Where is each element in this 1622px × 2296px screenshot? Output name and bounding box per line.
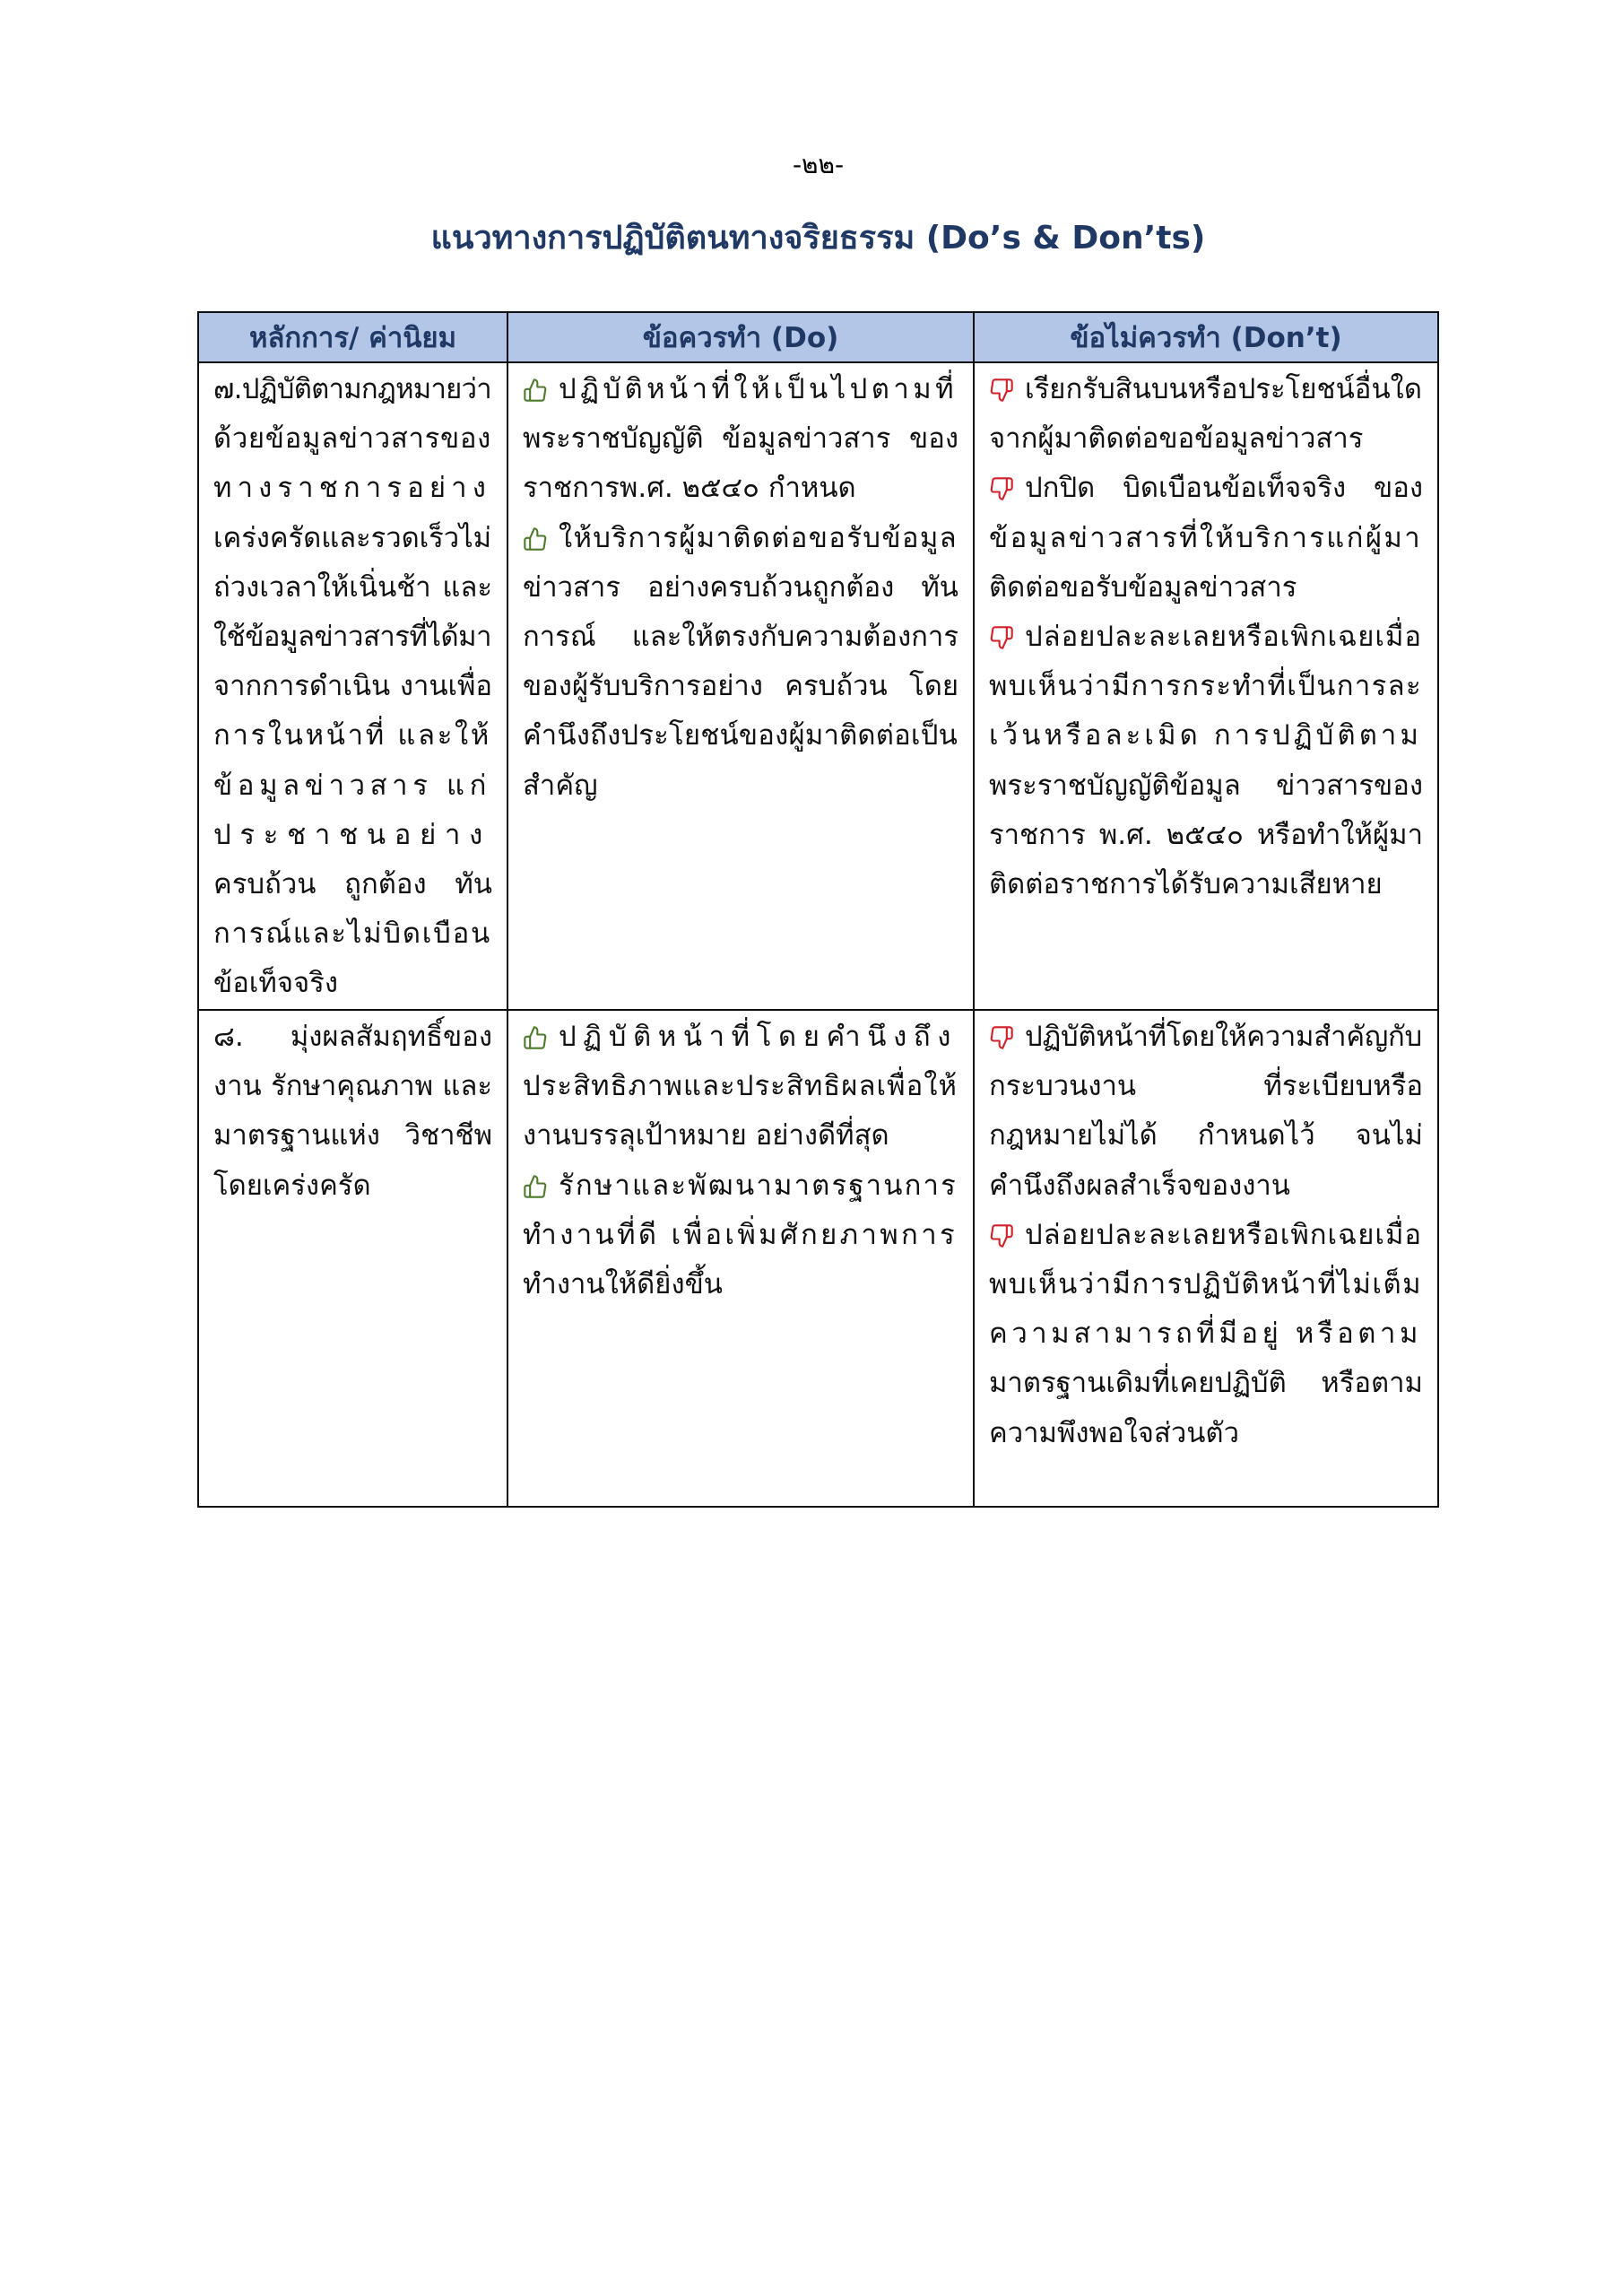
dont-line: พระราชบัญญัติข้อมูล ข่าวสารของ bbox=[989, 769, 1423, 802]
do-line-text: ปฏิบัติหน้าที่โดยคำนึงถึง bbox=[559, 1021, 958, 1053]
principle-line: มาตรฐานแห่ง วิชาชีพ bbox=[213, 1119, 492, 1152]
header-dont: ข้อไม่ควรทำ (Don’t) bbox=[975, 313, 1439, 363]
do-line: คำนึงถึงประโยชน์ของผู้มาติดต่อเป็น bbox=[523, 719, 958, 752]
principle-line: งาน รักษาคุณภาพ และ bbox=[213, 1070, 492, 1103]
do-line: ประสิทธิภาพและประสิทธิผลเพื่อให้ bbox=[523, 1070, 958, 1103]
thumbs-down-icon bbox=[989, 476, 1014, 501]
dont-line bbox=[989, 613, 1423, 662]
do-line-text: ปฏิบัติหน้าที่ให้เป็นไปตามที่ bbox=[559, 373, 958, 405]
do-line bbox=[523, 365, 958, 414]
dont-line: เว้นหรือละเมิด การปฏิบัติตาม bbox=[989, 719, 1422, 752]
dont-line: พบเห็นว่ามีการปฏิบัติหน้าที่ไม่เต็ม bbox=[989, 1267, 1422, 1300]
dont-line: ราชการ พ.ศ. ๒๕๔๐ หรือทำให้ผู้มา bbox=[989, 818, 1423, 851]
principle-line: จากการดำเนิน งานเพื่อ bbox=[213, 670, 492, 703]
principle-line: ครบถ้วน ถูกต้อง ทัน bbox=[213, 867, 492, 900]
do-line: พระราชบัญญัติ ข้อมูลข่าวสาร ของ bbox=[523, 422, 958, 456]
do-line bbox=[523, 1161, 958, 1211]
page-number: -๒๒- bbox=[792, 150, 845, 179]
do-line: ทำงานให้ดียิ่งขึ้น bbox=[523, 1267, 723, 1300]
do-cell bbox=[508, 1011, 975, 1508]
dont-line-text: ปกปิด บิดเบือนข้อเท็จจริง ของ bbox=[1025, 472, 1423, 505]
dont-line-text: ปล่อยปละละเลยหรือเพิกเฉยเมื่อ bbox=[1025, 1218, 1422, 1251]
principle-cell bbox=[199, 363, 508, 1011]
dont-line: กฎหมายไม่ได้ กำหนดไว้ จนไม่ bbox=[989, 1119, 1423, 1152]
principle-line: โดยเคร่งครัด bbox=[213, 1169, 371, 1202]
thumbs-down-icon bbox=[989, 378, 1014, 403]
thumbs-up-icon bbox=[523, 378, 548, 403]
principle-line: ข้อเท็จจริง bbox=[213, 967, 338, 1000]
dont-line-text: ปฏิบัติหน้าที่โดยให้ความสำคัญกับ bbox=[1025, 1021, 1422, 1053]
do-line bbox=[523, 514, 958, 563]
principle-line: ถ่วงเวลาให้เนิ่นช้า และ bbox=[213, 570, 492, 604]
thumbs-down-icon bbox=[989, 625, 1014, 650]
do-line: ราชการพ.ศ. ๒๕๔๐ กำหนด bbox=[523, 472, 856, 505]
dont-line: ข้อมูลข่าวสารที่ให้บริการแก่ผู้มา bbox=[989, 521, 1422, 554]
principle-line: ประชาชนอย่าง bbox=[213, 818, 491, 851]
do-line: การณ์ และให้ตรงกับความต้องการ bbox=[523, 620, 958, 653]
principle-line: เคร่งครัดและรวดเร็วไม่ bbox=[213, 521, 491, 554]
do-line: ข่าวสาร อย่างครบถ้วนถูกต้อง ทัน bbox=[523, 570, 958, 604]
principle-line: ๘. มุ่งผลสัมฤทธิ์ของ bbox=[213, 1021, 492, 1053]
do-line bbox=[523, 1013, 958, 1062]
thumbs-down-icon bbox=[989, 1025, 1014, 1050]
thumbs-up-icon bbox=[523, 1025, 548, 1050]
principle-line: ทางราชการอย่าง bbox=[213, 472, 491, 505]
principle-line: ข้อมูลข่าวสาร แก่ bbox=[213, 769, 491, 802]
dont-line bbox=[989, 365, 1423, 414]
thumbs-up-icon bbox=[523, 1174, 548, 1199]
thumbs-down-icon bbox=[989, 1223, 1014, 1248]
do-line: งานบรรลุเป้าหมาย อย่างดีที่สุด bbox=[523, 1119, 889, 1152]
dont-line: ติดต่อราชการได้รับความเสียหาย bbox=[989, 867, 1383, 900]
dont-line bbox=[989, 464, 1423, 513]
thumbs-up-icon bbox=[523, 526, 548, 552]
principle-line: การณ์และไม่บิดเบือน bbox=[213, 918, 491, 951]
do-line: ของผู้รับบริการอย่าง ครบถ้วน โดย bbox=[523, 670, 958, 703]
principle-line: การในหน้าที่ และให้ bbox=[213, 719, 491, 752]
dont-line: ความสามารถที่มีอยู่ หรือตาม bbox=[989, 1318, 1422, 1351]
dont-line: มาตรฐานเดิมที่เคยปฏิบัติ หรือตาม bbox=[989, 1367, 1423, 1400]
dont-line-text: เรียกรับสินบนหรือประโยชน์อื่นใด bbox=[1025, 373, 1422, 405]
do-line: ทำงานที่ดี เพื่อเพิ่มศักยภาพการ bbox=[523, 1218, 958, 1251]
do-cell bbox=[508, 363, 975, 1011]
dont-cell bbox=[975, 363, 1439, 1011]
do-line: สำคัญ bbox=[523, 769, 598, 802]
dont-line bbox=[989, 1211, 1423, 1260]
principle-cell bbox=[199, 1011, 508, 1508]
principle-line: ๗.ปฏิบัติตามกฎหมายว่า bbox=[213, 373, 491, 405]
header-principle: หลักการ/ ค่านิยม bbox=[199, 313, 508, 363]
do-line-text: รักษาและพัฒนามาตรฐานการ bbox=[559, 1169, 958, 1202]
dont-line: ติดต่อขอรับข้อมูลข่าวสาร bbox=[989, 570, 1297, 604]
dont-cell bbox=[975, 1011, 1439, 1508]
do-line-text: ให้บริการผู้มาติดต่อขอรับข้อมูล bbox=[559, 521, 958, 554]
dont-line: ความพึงพอใจส่วนตัว bbox=[989, 1416, 1239, 1449]
dont-line-text: ปล่อยปละละเลยหรือเพิกเฉยเมื่อ bbox=[1025, 620, 1422, 653]
dont-line: พบเห็นว่ามีการกระทำที่เป็นการละ bbox=[989, 670, 1422, 703]
dont-line: กระบวนงาน ที่ระเบียบหรือ bbox=[989, 1070, 1423, 1103]
dont-line bbox=[989, 1013, 1423, 1062]
principle-line: ใช้ข้อมูลข่าวสารที่ได้มา bbox=[213, 620, 491, 653]
principle-line: ด้วยข้อมูลข่าวสารของ bbox=[213, 422, 491, 456]
ethics-table bbox=[197, 311, 1439, 1508]
header-do: ข้อควรทำ (Do) bbox=[508, 313, 975, 363]
page-title: แนวทางการปฏิบัติตนทางจริยธรรม (Do’s & Don’ts) bbox=[430, 220, 1206, 257]
dont-line: คำนึงถึงผลสำเร็จของงาน bbox=[989, 1169, 1290, 1202]
dont-line: จากผู้มาติดต่อขอข้อมูลข่าวสาร bbox=[989, 422, 1364, 456]
